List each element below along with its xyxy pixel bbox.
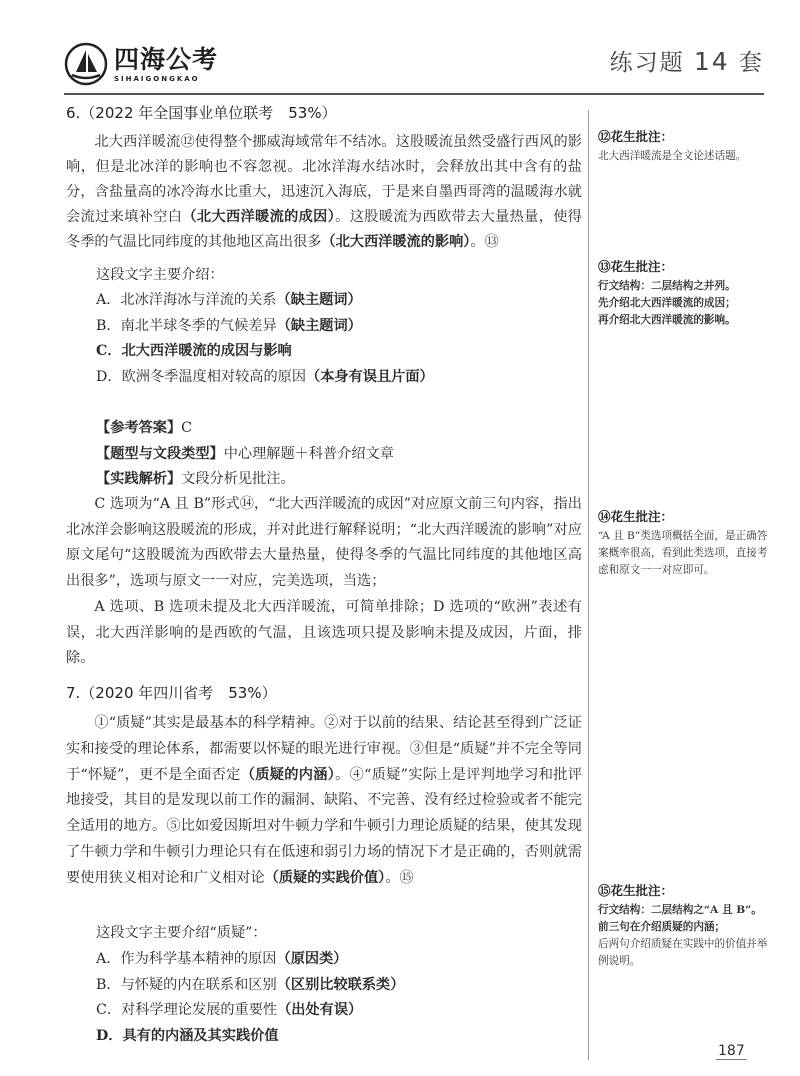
option-note: （缺主题词）: [276, 292, 362, 308]
option-note: （区别比较联系类）: [276, 976, 405, 993]
q6-passage-part1: 北大西洋暖流⑫使得整个挪威海域常年不结冰。这股暖流虽然受盛行西风的影响，但是北冰洋的影响也不容忽视。北冰洋海水结冰时，会释放出其中含有的盐分，含盐量高的冰冷海水比重大，迅速沉入海底，于是来自墨西哥湾的温暖海水就会流过来填补空白: [66, 134, 582, 225]
question-7-passage: [66, 711, 582, 892]
option-text: B．与怀疑的内在联系和区别: [96, 976, 277, 993]
side-note-12: [598, 128, 768, 165]
question-7-title: 7.（2020 年四川省考 53%）: [66, 684, 277, 702]
q6-explanation-abd: A 选项、B 选项未提及北大西洋暖流，可简单排除；D 选项的“欧洲”表述有误，北大西洋影响的是西欧的气温，且该选项只提及影响未提及成因，片面，排除。: [66, 599, 582, 667]
option-text: C．对科学理论发展的重要性: [96, 1002, 278, 1019]
side-note-title: ⑬花生批注：: [598, 259, 674, 274]
side-note-line: “A 且 B”类选项概括全面，是正确答案概率很高，看到此类选项，直接考虑和原文一一对应即可。: [598, 530, 768, 576]
option-text: C．北大西洋暖流的成因与影响: [96, 343, 292, 360]
practice-analysis: [96, 467, 394, 493]
question-6-answer-block: [96, 416, 394, 493]
side-note-13: [598, 258, 768, 329]
q7-annotation-value: （质疑的实践价值）: [264, 869, 386, 886]
option-note: （原因类）: [276, 951, 348, 967]
q7-option-a: [96, 947, 404, 973]
option-text: D．具有的内涵及其实践价值: [96, 1027, 279, 1044]
brand-name-cn: 四海公考: [114, 44, 219, 74]
analysis-value: 文段分析见批注。: [181, 471, 295, 488]
side-note-title: ⑫花生批注：: [598, 129, 674, 144]
answer-value: C: [181, 420, 192, 436]
q7-option-d: [96, 1024, 404, 1050]
question-6-passage: [66, 130, 582, 255]
q7-option-c: [96, 998, 404, 1024]
header-rule: [64, 93, 764, 95]
side-note-line: 北大西洋暖流是全文论述话题。: [598, 150, 747, 162]
option-note: （本身有误且片面）: [306, 368, 434, 385]
margin-divider: [588, 110, 589, 1060]
q7-passage-end: 。⑮: [385, 869, 414, 886]
type-label: 【题型与文段类型】: [96, 445, 224, 462]
option-note: （缺主题词）: [276, 317, 362, 334]
sailboat-logo-icon: [64, 42, 108, 86]
option-note: （出处有误）: [277, 1002, 363, 1019]
option-text: D．欧洲冬季温度相对较高的原因: [96, 368, 307, 385]
side-note-title: ⑮花生批注：: [598, 883, 674, 898]
brand-logo: [64, 42, 218, 86]
side-note-14: [598, 508, 768, 579]
q6-explanation-c: C 选项为“A 且 B”形式⑭，“北大西洋暖流的成因”对应原文前三句内容，指出北冰洋会影响这股暖流的形成，并对此进行解释说明；“北大西洋暖流的影响”对应原文尾句“这股暖流为西欧带去大量热量，使得冬季的气温比同纬度的其他地区高出很多”，选项与原文一一对应，完美选项，当选；: [66, 496, 582, 589]
side-note-line: 行文结构：二层结构之并列。: [598, 280, 736, 292]
brand-name-en: SIHAIGONGKAO: [114, 74, 200, 83]
question-7-options: [96, 947, 404, 1049]
type-value: 中心理解题＋科普介绍文章: [223, 445, 394, 462]
page-number: 187: [718, 1043, 745, 1059]
side-note-line: 先介绍北大西洋暖流的成因；: [598, 297, 736, 309]
set-title-number: 14: [693, 47, 730, 76]
question-7-stem: 这段文字主要介绍“质疑”：: [96, 925, 267, 941]
reference-answer: [96, 416, 394, 442]
set-title: [610, 44, 764, 77]
page-header: [0, 0, 800, 100]
q6-option-b: [96, 314, 434, 340]
question-6-stem: 这段文字主要介绍：: [96, 267, 224, 283]
q6-annotation-effect: （北大西洋暖流的影响）: [321, 234, 471, 250]
q7-passage-part1: ①“质疑”其实是最基本的科学精神。②对于以前的结果、结论甚至得到广泛证实和接受的理论体系，都需要以怀疑的眼光进行审视。③但是“质疑”并不完全等同于“怀疑”，更不是全面否定: [66, 715, 582, 783]
q7-passage-part2: 。④“质疑”实际上是评判地学习和批评地接受，其目的是发现以前工作的漏洞、缺陷、不完善、没有经过检验或者不能完全适用的地方。⑤比如爱因斯坦对牛顿力学和牛顿引力理论质疑的结果，使其发现了牛顿力学和牛顿引力理论只有在低速和弱引力场的情况下才是正确的，否则就需要使用狭义相对论和广义相对论: [66, 766, 583, 886]
side-note-15: [598, 882, 768, 970]
q6-option-c: [96, 339, 434, 365]
q6-annotation-cause: （北大西洋暖流的成因）: [182, 209, 336, 225]
q7-annotation-meaning: （质疑的内涵）: [240, 766, 336, 783]
question-6-options: [96, 288, 434, 390]
q6-option-a: [96, 288, 434, 314]
question-type: [96, 442, 394, 468]
analysis-label: 【实践解析】: [96, 471, 182, 488]
side-note-line: 再介绍北大西洋暖流的影响。: [598, 314, 736, 326]
answer-label: 【参考答案】: [96, 420, 182, 436]
set-title-suffix: 套: [739, 50, 764, 76]
side-note-line: 前三句在介绍质疑的内涵；: [598, 921, 726, 933]
q7-option-b: [96, 973, 404, 999]
q6-passage-end: 。⑬: [470, 234, 499, 250]
option-text: A．北冰洋海冰与洋流的关系: [96, 292, 277, 308]
set-title-prefix: 练习题: [609, 50, 685, 76]
q6-passage-part2: 。这股暖流为西欧带去大量热量，使得冬季的气温比同纬度的其他地区高出很多: [66, 209, 582, 250]
side-note-line: 后两句介绍质疑在实践中的价值并举例说明。: [598, 938, 768, 967]
option-text: B．南北半球冬季的气候差异: [96, 317, 277, 334]
option-text: A．作为科学基本精神的原因: [96, 951, 277, 967]
side-note-line: 行文结构：二层结构之“A 且 B”。: [598, 904, 762, 916]
question-6-title: 6.（2022 年全国事业单位联考 53%）: [66, 104, 337, 122]
q6-option-d: [96, 365, 434, 391]
side-note-title: ⑭花生批注：: [598, 509, 674, 524]
